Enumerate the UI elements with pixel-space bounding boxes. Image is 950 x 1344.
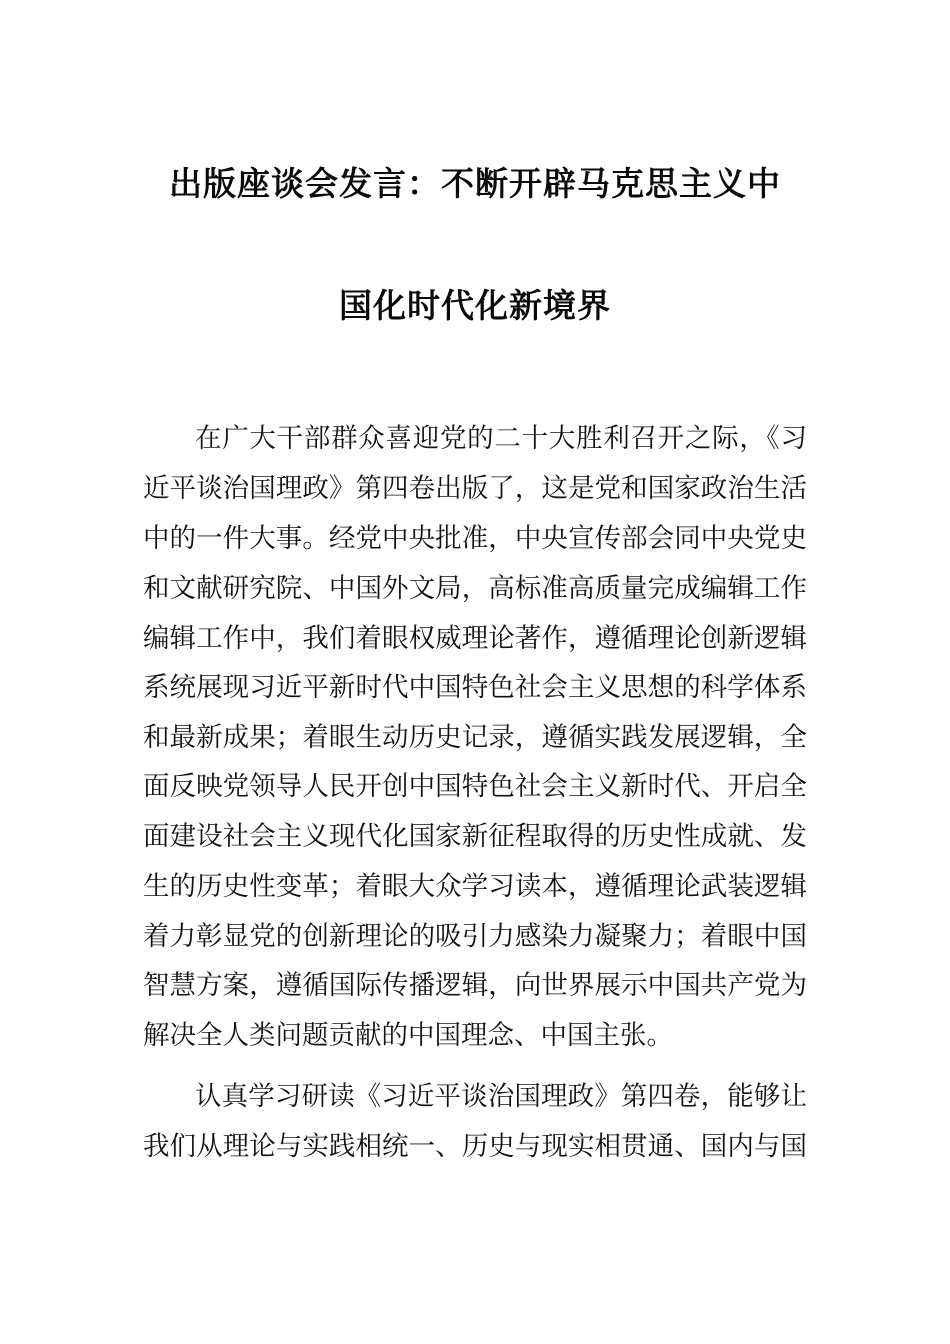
paragraph-line: 系统展现习近平新时代中国特色社会主义思想的科学体系: [143, 672, 807, 703]
paragraph-line: 面反映党领导人民开创中国特色社会主义新时代、开启全: [143, 771, 807, 802]
paragraph-line: 生的历史性变革；着眼大众学习读本，遵循理论武装逻辑: [143, 871, 807, 902]
paragraph-line: 和最新成果；着眼生动历史记录，遵循实践发展逻辑，全: [143, 722, 807, 753]
document-title-line-1: 出版座谈会发言：不断开辟马克思主义中: [169, 164, 781, 203]
paragraph-line: 编辑工作中，我们着眼权威理论著作，遵循理论创新逻辑: [143, 623, 807, 654]
paragraph-line: 近平谈治国理政》第四卷出版了，这是党和国家政治生活: [143, 473, 807, 504]
paragraph-line: 解决全人类问题贡献的中国理念、中国主张。: [143, 1020, 673, 1051]
paragraph-line: 着力彰显党的创新理论的吸引力感染力凝聚力；着眼中国: [143, 921, 807, 952]
document-title-line-2: 国化时代化新境界: [339, 286, 611, 325]
paragraph-line: 中的一件大事。经党中央批准，中央宣传部会同中央党史: [143, 523, 807, 554]
paragraph-line: 在广大干部群众喜迎党的二十大胜利召开之际，《习: [195, 423, 807, 454]
paragraph-line: 智慧方案，遵循国际传播逻辑，向世界展示中国共产党为: [143, 970, 807, 1001]
paragraph-line: 面建设社会主义现代化国家新征程取得的历史性成就、发: [143, 821, 807, 852]
paragraph-line: 和文献研究院、中国外文局，高标准高质量完成编辑工作: [143, 573, 807, 604]
paragraph-line: 认真学习研读《习近平谈治国理政》第四卷，能够让: [195, 1081, 807, 1112]
paragraph-line: 我们从理论与实践相统一、历史与现实相贯通、国内与国: [143, 1131, 807, 1162]
